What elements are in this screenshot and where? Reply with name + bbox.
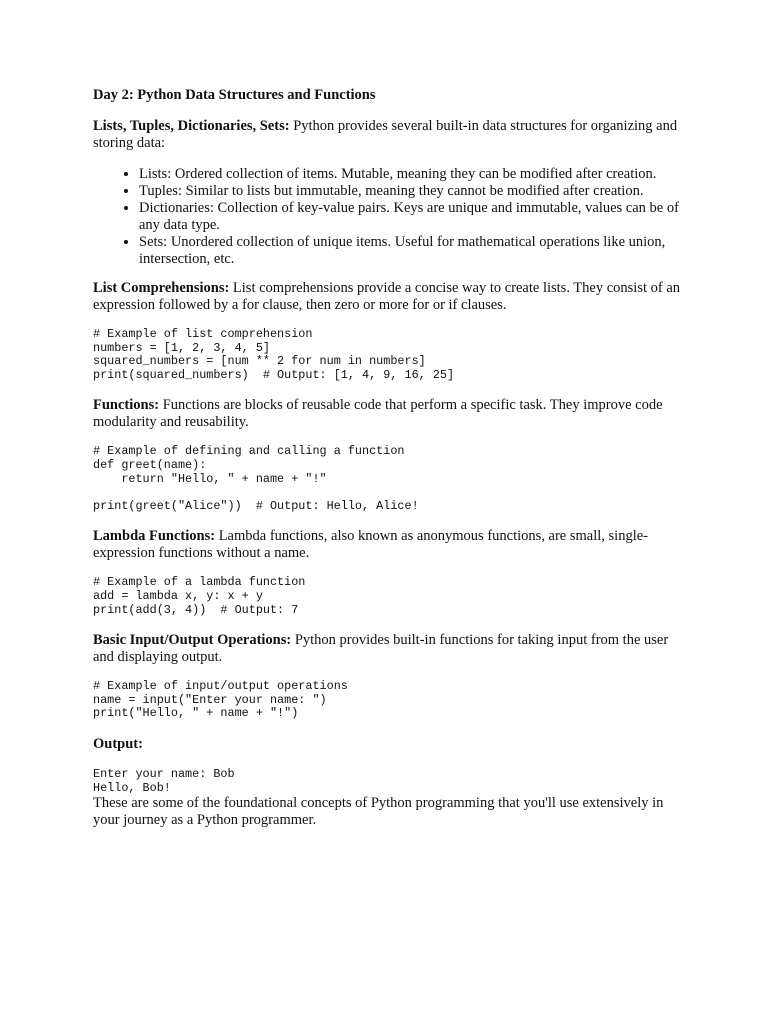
io-operations-paragraph — [93, 632, 683, 666]
code-block-list-comprehension: # Example of list comprehension numbers = [1, 2, 3, 4, 5] squared_numbers = [num ** 2 for num in numbers] print(squared_numbers) # Output: [1, 4, 9, 16, 25] — [93, 327, 455, 382]
list-item: • Tuples: Similar to lists but immutable, meaning they cannot be modified after creation. — [139, 183, 683, 200]
output-heading: Output: — [93, 735, 143, 752]
intro-text: Python provides several built-in data structures for organizing and storing data: — [93, 118, 678, 151]
functions-paragraph — [93, 397, 683, 431]
section-text: Python provides built-in functions for taking input from the user and displaying output. — [93, 632, 669, 666]
code-block-function: # Example of defining and calling a function def greet(name): return "Hello, " + name + "!" print(greet("Alice")) # Output: Hello, Alice! — [93, 444, 419, 513]
list-item: • Sets: Unordered collection of unique items. Useful for mathematical operations like union, intersection, etc. — [139, 234, 683, 268]
code-block-output: Enter your name: Bob Hello, Bob! — [93, 766, 235, 795]
intro-paragraph — [93, 118, 683, 152]
list-item: • Lists: Ordered collection of items. Mutable, meaning they can be modified after creation. — [139, 166, 683, 183]
intro-heading: Lists, Tuples, Dictionaries, Sets: — [93, 118, 290, 134]
document-title: Day 2: Python Data Structures and Functions — [93, 87, 376, 103]
code-block-io: # Example of input/output operations name = input("Enter your name: ") print("Hello, " + name + "!") — [93, 679, 348, 721]
section-heading: Basic Input/Output Operations: — [93, 632, 292, 649]
section-heading: Functions: — [93, 397, 160, 414]
section-heading: List Comprehensions: — [93, 280, 230, 296]
section-text: Functions are blocks of reusable code that perform a specific task. They improve code modularity and reusability. — [93, 397, 663, 431]
section-heading: Lambda Functions: — [93, 528, 216, 545]
list-item: • Dictionaries: Collection of key-value pairs. Keys are unique and immutable, values can be of any data type. — [139, 200, 683, 234]
lambda-functions-paragraph — [93, 528, 683, 562]
section-text: Lambda functions, also known as anonymous functions, are small, single-expression functions without a name. — [93, 528, 648, 562]
section-text: List comprehensions provide a concise way to create lists. They consist of an expression followed by a for clause, then zero or more for or if clauses. — [93, 280, 681, 313]
document-page — [93, 86, 683, 829]
list-comprehensions-paragraph — [93, 280, 683, 314]
data-structures-list — [93, 166, 683, 268]
closing-paragraph: These are some of the foundational concepts of Python programming that you'll use extensively in your journey as a Python programmer. — [93, 795, 664, 829]
code-block-lambda: # Example of a lambda function add = lambda x, y: x + y print(add(3, 4)) # Output: 7 — [93, 575, 306, 617]
